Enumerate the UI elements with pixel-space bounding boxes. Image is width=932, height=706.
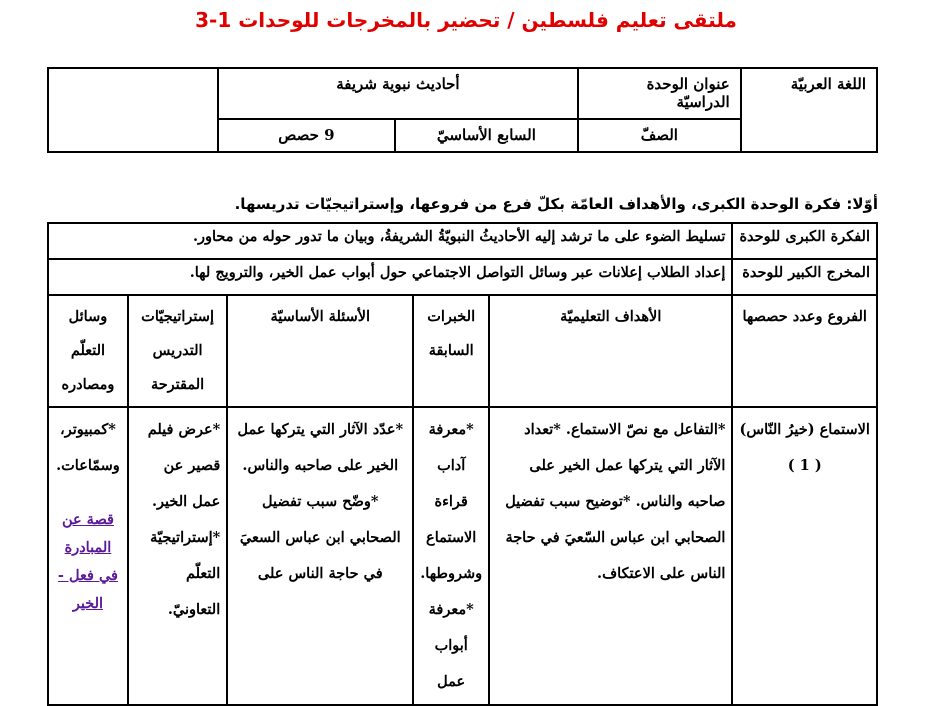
page-title: ملتقى تعليم فلسطين / تحضير بالمخرجات للوحدات 1-3 <box>195 8 737 32</box>
output-value-cell <box>48 259 732 295</box>
resources-cell <box>48 407 128 705</box>
strategies-value: *عرض فيلم قصير عن عمل الخير. *إستراتيجيّة التعلّم التعاونيّ. <box>147 421 221 618</box>
big-idea-label-cell <box>732 223 877 259</box>
periods-cell <box>218 119 395 152</box>
prior-experience-cell <box>413 407 489 705</box>
output-value: إعداد الطلاب إعلانات عبر وسائل التواصل الاجتماعي حول أبواب عمل الخير، والترويج لها. <box>189 264 726 281</box>
branch-cell <box>732 407 877 705</box>
section-heading: أوّلا: فكرة الوحدة الكبرى، والأهداف العامّة بكلّ فرع من فروعها، وإستراتيجيّات تدريسها. <box>234 195 878 213</box>
objectives-cell <box>489 407 732 705</box>
unit-header-table <box>47 67 878 153</box>
unit-plan-table <box>47 222 878 706</box>
story-link[interactable]: قصة عن المبادرة في فعل - الخير <box>57 511 118 612</box>
header-branches <box>732 295 877 407</box>
strategies-cell <box>128 407 227 705</box>
big-idea-label: الفكرة الكبرى للوحدة <box>739 228 870 245</box>
header-strategies <box>128 295 227 407</box>
grade-value: السابع الأساسيّ <box>436 126 536 145</box>
big-idea-value-cell <box>48 223 732 259</box>
header-essential-questions <box>227 295 413 407</box>
header-essential-questions-label: الأسئلة الأساسيّة <box>270 308 371 325</box>
resources-text: *كمبيوتر، وسمّاعات. <box>56 421 120 474</box>
prior-experience-value: *معرفة آداب قراءة الاستماع وشروطها. *معرفة أبواب عمل <box>420 421 483 690</box>
header-prior-experience-label: الخبرات السابقة <box>427 308 476 359</box>
branch-value: الاستماع (خيرُ النّاس) ( 1 ) <box>739 421 870 474</box>
grade-value-cell <box>395 119 578 152</box>
header-objectives-label: الأهداف التعليميّة <box>560 308 662 325</box>
subject-cell <box>741 68 877 152</box>
header-resources-label: وسائل التعلّم ومصادره <box>61 308 115 393</box>
unit-title-label-cell <box>578 68 741 119</box>
output-label-cell <box>732 259 877 295</box>
subject-label: اللغة العربيّة <box>790 75 866 93</box>
blank-cell <box>48 68 218 152</box>
header-objectives <box>489 295 732 407</box>
unit-title-value: أحاديث نبوية شريفة <box>336 75 460 93</box>
header-branches-label: الفروع وعدد حصصها <box>742 308 867 325</box>
objectives-value: *التفاعل مع نصّ الاستماع. *تعداد الآثار التي يتركها عمل الخير على صاحبه والناس. *توضيح سبب تفضيل الصحابي ابن عباس السّعيَ في حاجة الناس على الاعتكاف. <box>505 421 726 582</box>
header-strategies-label: إستراتيجيّات التدريس المقترحة <box>141 308 214 393</box>
unit-title-value-cell <box>218 68 578 119</box>
big-idea-value: تسليط الضوء على ما ترشد إليه الأحاديثُ النبويّةُ الشريفةُ، وبيان ما تدور حوله من محاور. <box>192 228 726 245</box>
unit-title-label: عنوان الوحدة الدراسيّة <box>646 75 730 111</box>
grade-label-cell <box>578 119 741 152</box>
periods-value: 9 حصص <box>278 126 335 145</box>
essential-questions-cell <box>227 407 413 705</box>
grade-label: الصفّ <box>640 126 678 145</box>
essential-questions-value: *عدّد الآثار التي يتركها عمل الخير على صاحبه والناس. *وضّح سبب تفضيل الصحابي ابن عباس السعيَ في حاجة الناس على <box>237 421 404 582</box>
header-resources <box>48 295 128 407</box>
output-label: المخرج الكبير للوحدة <box>742 264 870 281</box>
header-prior-experience <box>413 295 489 407</box>
